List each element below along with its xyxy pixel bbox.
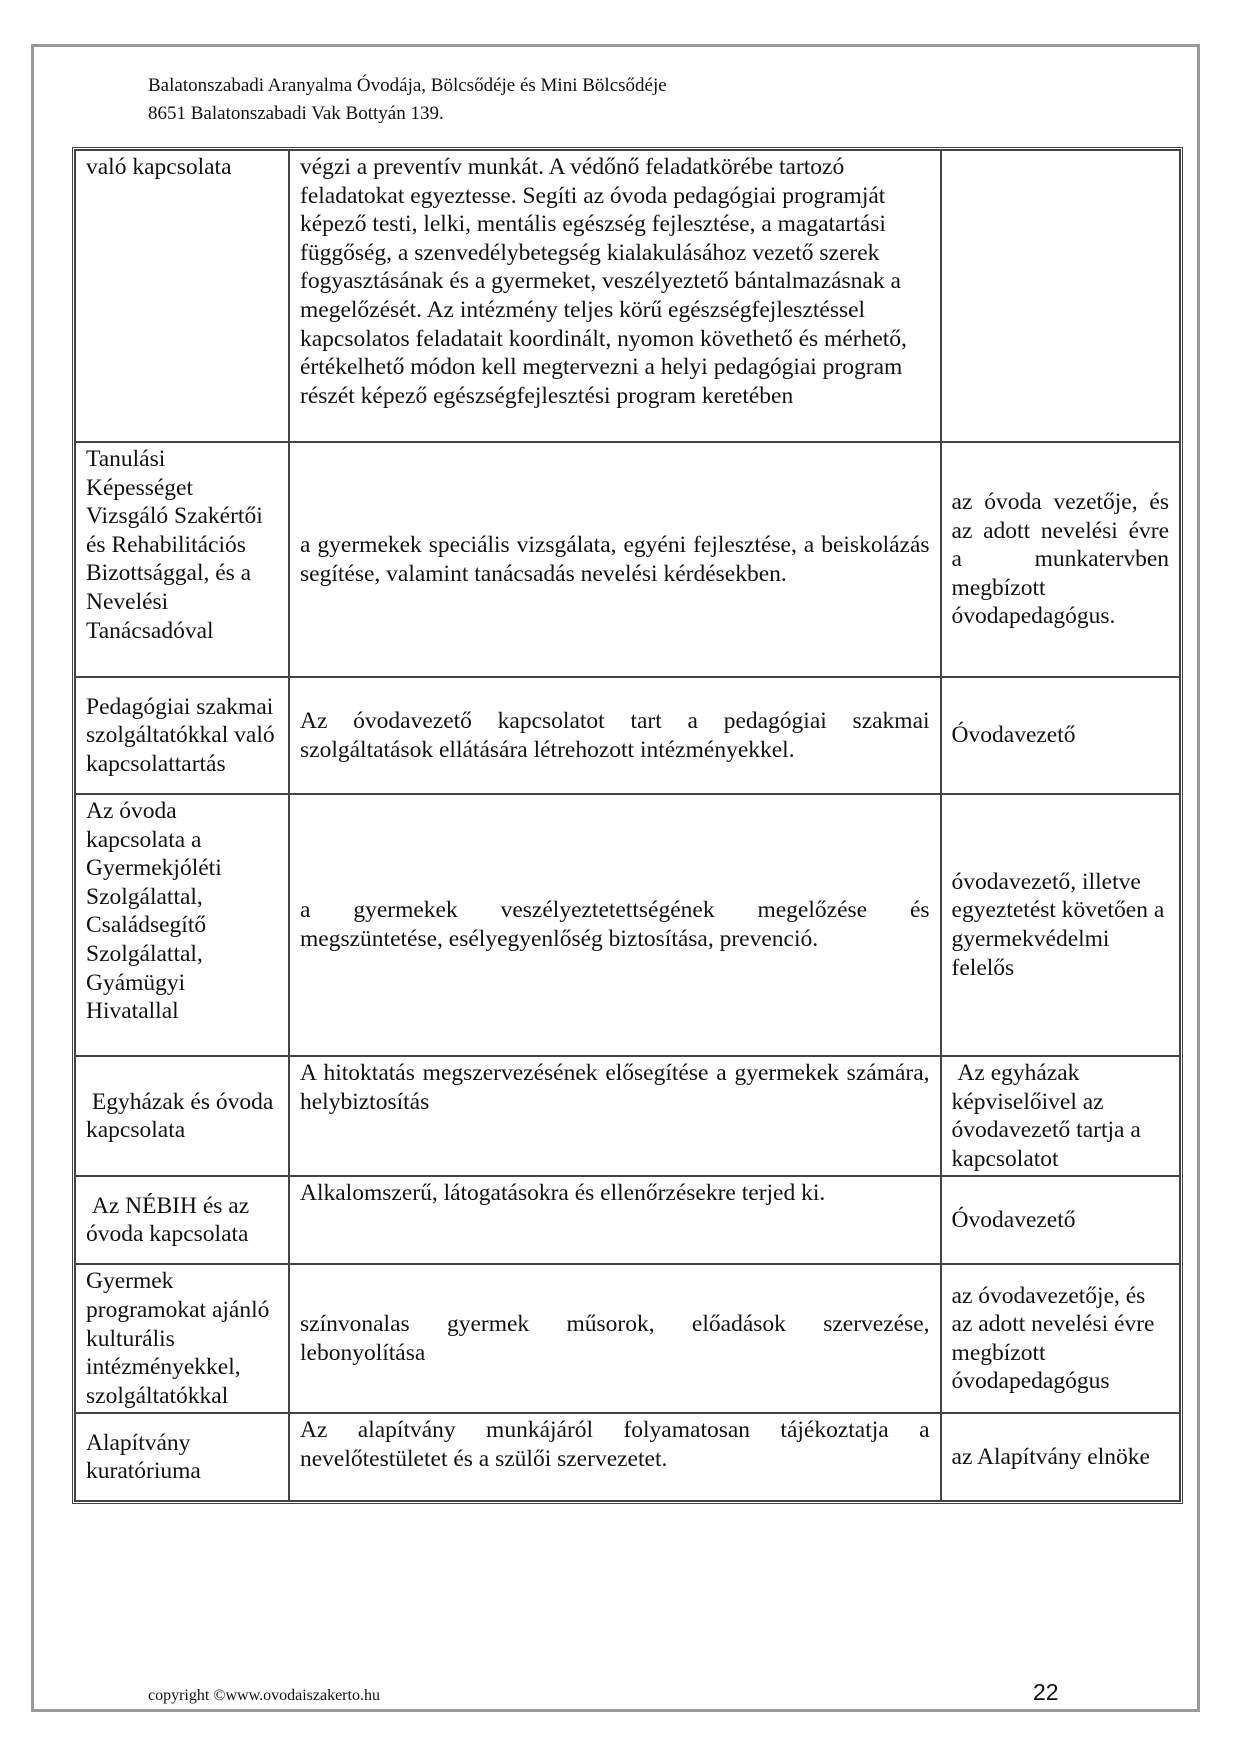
content-cell: a gyermekek speciális vizsgálata, egyéni fejlesztése, a beiskolázás segítése, valamint tanácsadás nevelési kérdésekben. [289, 442, 941, 677]
header-institution-name: Balatonszabadi Aranyalma Óvodája, Bölcsődéje és Mini Bölcsődéje [148, 75, 667, 96]
table-row [75, 442, 1180, 677]
content-cell: Az alapítvány munkájáról folyamatosan tájékoztatja a nevelőtestületet és a szülői szervezetet. [289, 1413, 941, 1501]
partner-cell: Egyházak és óvoda kapcsolata [75, 1056, 289, 1176]
partner-cell: való kapcsolata [75, 150, 289, 442]
table-row [75, 1176, 1180, 1264]
content-cell: végzi a preventív munkát. A védőnő feladatkörébe tartozó feladatokat egyeztesse. Segíti az óvoda pedagógiai programját képező testi, lelki, mentális egészség fejlesztése, a magatartási függőség, a szenvedélybetegség kialakulásához vezető szerek fogyasztásának és a gyermeket, veszélyeztető bántalmazásnak a megelőzését. Az intézmény teljes körű egészségfejlesztéssel kapcsolatos feladatait koordinált, nyomon követhető és mérhető, értékelhető módon kell megtervezni a helyi pedagógiai program részét képező egészségfejlesztési program keretében [289, 150, 941, 442]
table-row [75, 1413, 1180, 1501]
responsible-cell: Óvodavezető [941, 1176, 1180, 1264]
responsible-cell: az óvodavezetője, és az adott nevelési évre megbízott óvodapedagógus [941, 1264, 1180, 1413]
table-row [75, 794, 1180, 1056]
responsible-cell: az óvoda vezetője, és az adott nevelési évre a munkatervben megbízott óvodapedagógus. [941, 442, 1180, 677]
content-cell: Alkalomszerű, látogatásokra és ellenőrzésekre terjed ki. [289, 1176, 941, 1264]
partner-cell: Tanulási Képességet Vizsgáló Szakértői és Rehabilitációs Bizottsággal, és a Nevelési Tanácsadóval [75, 442, 289, 677]
partner-cell: Gyermek programokat ajánló kulturális intézményekkel, szolgáltatókkal [75, 1264, 289, 1413]
responsible-cell: óvodavezető, illetve egyeztetést követően a gyermekvédelmi felelős [941, 794, 1180, 1056]
responsible-cell: Óvodavezető [941, 677, 1180, 794]
partner-cell: Az óvoda kapcsolata a Gyermekjóléti Szolgálattal, Családsegítő Szolgálattal, Gyámügyi Hivatallal [75, 794, 289, 1056]
table-row [75, 1264, 1180, 1413]
header-address: 8651 Balatonszabadi Vak Bottyán 139. [148, 103, 444, 124]
document-header [148, 72, 667, 128]
footer-copyright: copyright ©www.ovodaiszakerto.hu [148, 1687, 380, 1704]
partner-cell: Alapítvány kuratóriuma [75, 1413, 289, 1501]
table-row [75, 677, 1180, 794]
content-cell: A hitoktatás megszervezésének elősegítése a gyermekek számára, helybiztosítás [289, 1056, 941, 1176]
partner-cell: Az NÉBIH és az óvoda kapcsolata [75, 1176, 289, 1264]
content-cell: a gyermekek veszélyeztetettségének megelőzése és megszüntetése, esélyegyenlőség biztosítása, prevenció. [289, 794, 941, 1056]
relations-table [72, 147, 1183, 1504]
table-row [75, 1056, 1180, 1176]
responsible-cell: az Alapítvány elnöke [941, 1413, 1180, 1501]
content-cell: Az óvodavezető kapcsolatot tart a pedagógiai szakmai szolgáltatások ellátására létrehozott intézményekkel. [289, 677, 941, 794]
content-cell: színvonalas gyermek műsorok, előadások szervezése, lebonyolítása [289, 1264, 941, 1413]
partner-cell: Pedagógiai szakmai szolgáltatókkal való kapcsolattartás [75, 677, 289, 794]
page-number: 22 [1033, 1679, 1059, 1705]
table-row [75, 150, 1180, 442]
responsible-cell: Az egyházak képviselőivel az óvodavezető tartja a kapcsolatot [941, 1056, 1180, 1176]
responsible-cell [941, 150, 1180, 442]
